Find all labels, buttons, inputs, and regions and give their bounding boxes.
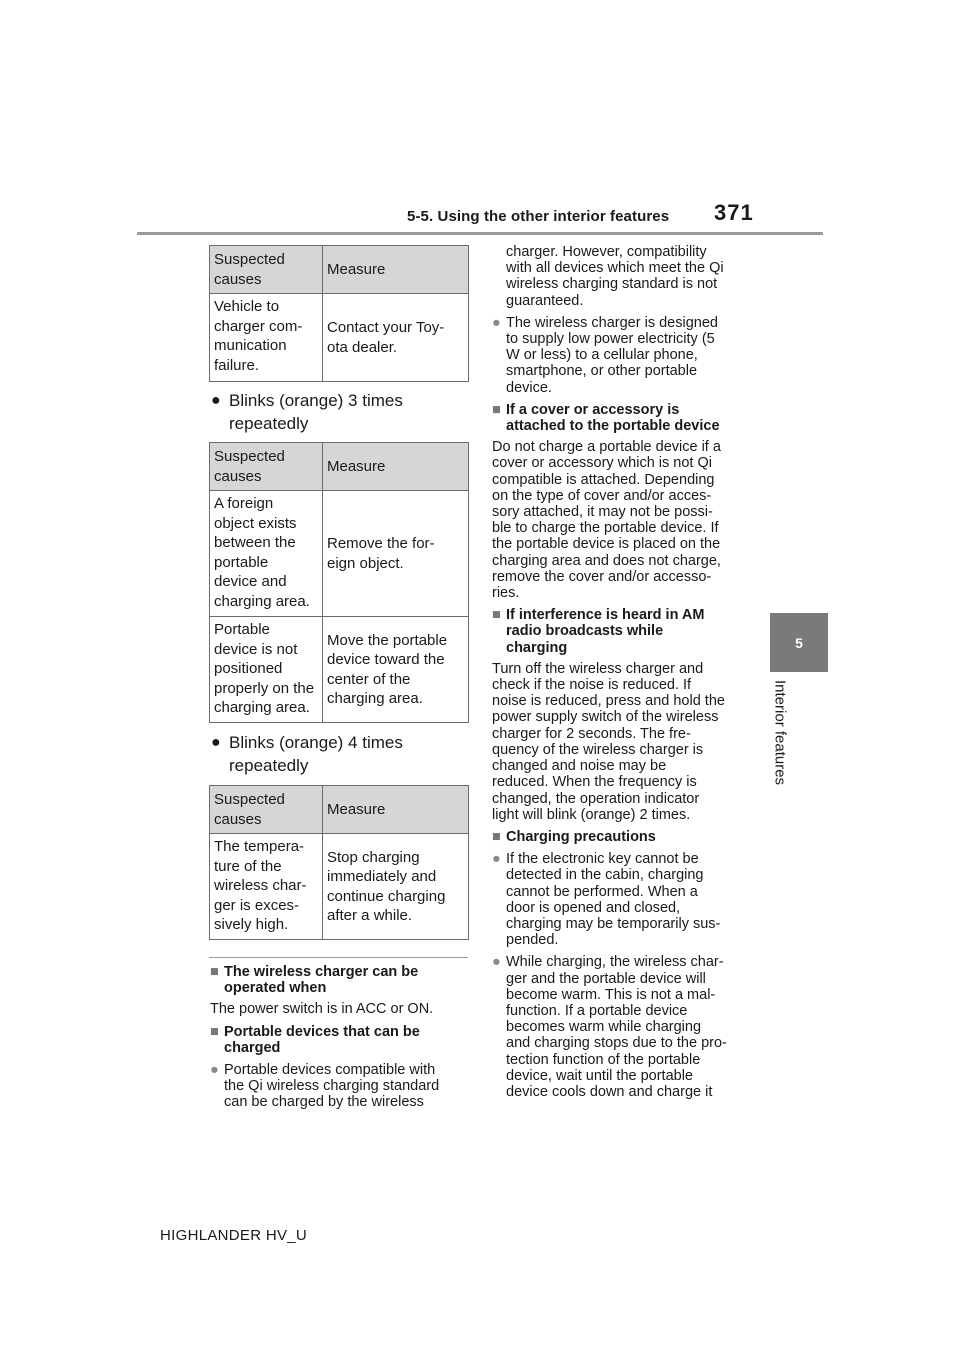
causes-table-2	[209, 442, 469, 723]
cause-cell: The tempera- ture of the wireless char- ger is exces- sively high.	[210, 834, 323, 940]
square-bullet-icon: ■	[492, 607, 501, 624]
header-measure: Measure	[323, 443, 469, 491]
chapter-number: 5	[795, 634, 803, 651]
am-text: Turn off the wireless charger and check if the noise is reduced. If noise is reduced, press and hold the power supply switch of the wireless charger for 2 seconds. The fre- quency of the wireless charger is changed and noise may be reduced. When the frequency is changed, the operation indicator light will blink (orange) 2 times.	[492, 660, 725, 823]
table-row	[210, 617, 469, 723]
table-header-row	[210, 246, 469, 294]
key-paragraph: ● If the electronic key cannot be detected in the cabin, charging cannot be performed. When a door is opened and closed, charging may be temporarily sus- pended.	[492, 851, 721, 949]
bullet-icon: ●	[211, 734, 221, 751]
compat-text: charger. However, compatibility with all devices which meet the Qi wireless charging standard is not guaranteed.	[506, 244, 724, 309]
square-bullet-icon: ■	[210, 964, 219, 980]
left-notes	[210, 958, 472, 1111]
devices-paragraph: ● Portable devices compatible with the Qi wireless charging standard can be charged by the wireless	[210, 1062, 440, 1111]
table-row	[210, 834, 469, 940]
header-causes: Suspected causes	[210, 443, 323, 491]
circle-bullet-icon: ●	[492, 314, 501, 331]
chapter-tab	[770, 613, 828, 672]
footer-model: HIGHLANDER HV_U	[160, 1227, 308, 1244]
bullet-icon: ●	[211, 392, 221, 409]
causes-table-1	[209, 245, 469, 382]
header-causes: Suspected causes	[210, 786, 323, 834]
chapter-label: Interior features	[771, 680, 789, 786]
warm-paragraph: ● While charging, the wireless char- ger and the portable device will become warm. This is not a mal- function. If a portable device becomes warm while charging and charging stops due to the pro- tection function of the portable device, wait until the portable device cools down and charge it	[492, 954, 727, 1100]
table-header-row	[210, 443, 469, 491]
cause-cell: Vehicle to charger com- munication failure.	[210, 294, 323, 382]
section-title: 5-5. Using the other interior features	[407, 208, 670, 225]
measure-cell: Remove the for- eign object.	[323, 491, 469, 617]
header-measure: Measure	[323, 786, 469, 834]
measure-cell: Contact your Toy- ota dealer.	[323, 294, 469, 382]
table-row	[210, 491, 469, 617]
cause-cell: A foreign object exists between the portable device and charging area.	[210, 491, 323, 617]
low-power-paragraph: ● The wireless charger is designed to supply low power electricity (5 W or less) to a cellular phone, smartphone, or other portable device.	[492, 314, 718, 396]
circle-bullet-icon: ●	[492, 851, 501, 868]
operated-heading: ■ The wireless charger can be operated when	[210, 964, 419, 997]
operated-text: The power switch is in ACC or ON.	[210, 1001, 434, 1018]
square-bullet-icon: ■	[210, 1023, 219, 1040]
table-header-row	[210, 786, 469, 834]
blink-3-heading: ● Blinks (orange) 3 times repeatedly	[211, 391, 403, 433]
measure-cell: Move the portable device toward the center of the charging area.	[323, 617, 469, 723]
circle-bullet-icon: ●	[492, 954, 501, 971]
page-number: 371	[714, 200, 754, 225]
blink-4-heading: ● Blinks (orange) 4 times repeatedly	[211, 733, 403, 775]
square-bullet-icon: ■	[492, 401, 501, 418]
precautions-heading: ■ Charging precautions	[492, 828, 656, 845]
square-bullet-icon: ■	[492, 828, 501, 845]
header-causes: Suspected causes	[210, 246, 323, 294]
cover-heading: ■ If a cover or accessory is attached to the portable device	[492, 401, 720, 435]
am-heading: ■ If interference is heard in AM radio broadcasts while charging	[492, 607, 705, 656]
cause-cell: Portable device is not positioned properly on the charging area.	[210, 617, 323, 723]
cover-text: Do not charge a portable device if a cover or accessory which is not Qi compatible is attached. Depending on the type of cover and/or acces- sory attached, it may not be possi- ble to charge the portable device. If the portable device is placed on the charging area and does not charge, remove the cover and/or accesso- ries.	[492, 439, 721, 602]
measure-cell: Stop charging immediately and continue charging after a while.	[323, 834, 469, 940]
right-notes	[492, 244, 760, 1100]
header-divider	[137, 232, 823, 235]
causes-table-3	[209, 785, 469, 940]
circle-bullet-icon: ●	[210, 1062, 219, 1079]
table-row	[210, 294, 469, 382]
devices-heading: ■ Portable devices that can be charged	[210, 1023, 420, 1056]
header-measure: Measure	[323, 246, 469, 294]
